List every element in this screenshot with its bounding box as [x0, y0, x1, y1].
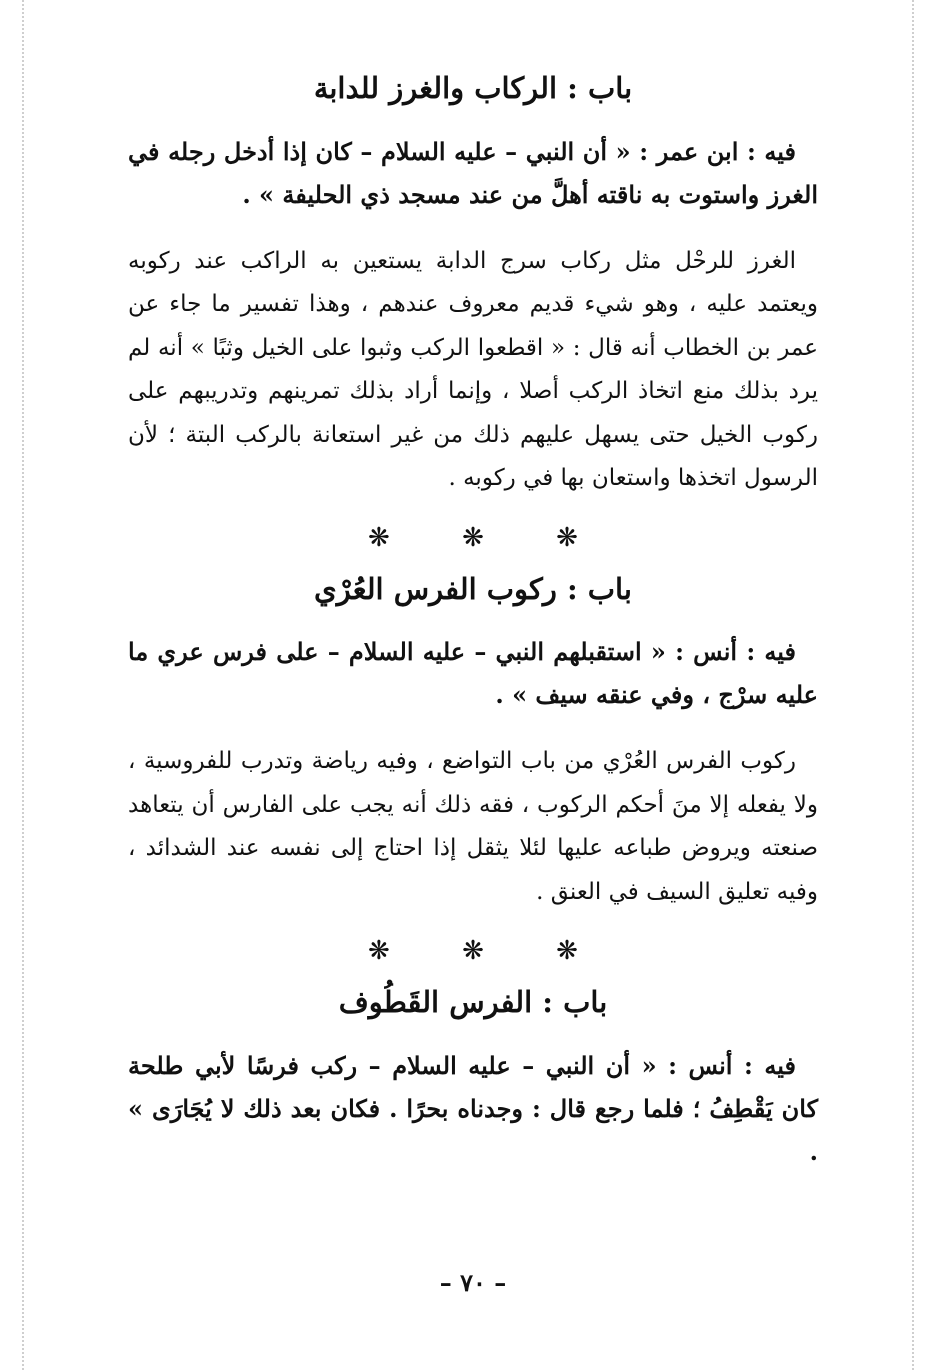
commentary-text-1: الغرز للرحْل مثل ركاب سرج الدابة يستعين به الراكب عند ركوبه ويعتمد عليه ، وهو شيء قديم معروف عندهم ، وهذا تفسير ما جاء عن عمر بن الخطاب أنه قال : « اقطعوا الركب وثبوا على الخيل وثبًا » أنه لم يرد بذلك منع اتخاذ الركب أصلا ، وإنما أراد بذلك تمرينهم وتدريبهم على ركوب الخيل حتى يسهل عليهم ذلك من غير استعانة بالركب البتة ؛ لأن الرسول اتخذها واستعان بها في ركوبه . [128, 247, 818, 492]
asterism-icon: ❋ [368, 936, 390, 967]
section-heading-1: باب : الركاب والغرز للدابة [313, 71, 633, 105]
asterism-icon: ❋ [556, 936, 578, 967]
hadith-text-3: فيه : أنس : « أن النبي – عليه السلام – ركب فرسًا لأبي طلحة كان يَقْطِفُ ؛ فلما رجع قال : وجدناه بحرًا . فكان بعد ذلك لا يُجَارَى » . [128, 1051, 818, 1167]
asterism-icon: ❋ [462, 522, 484, 553]
page-content [128, 70, 818, 1197]
section-separator-2 [128, 936, 818, 966]
right-margin-guide [912, 0, 914, 1370]
section-heading-3: باب : الفرس القَطُوف [338, 985, 608, 1020]
commentary-text-2: ركوب الفرس العُرْي من باب التواضع ، وفيه رياضة وتدرب للفروسية ، ولا يفعله إلا منَ أحكم الركوب ، فقه ذلك أنه يجب على الفارس أن يتعاهد صنعته ويروض طباعه عليها لئلا يثقل إذا احتاج إلى نفسه عند الشدائد ، وفيه تعليق السيف في العنق . [128, 748, 818, 905]
hadith-text-1: فيه : ابن عمر : « أن النبي – عليه السلام – كان إذا أدخل رجله في الغرز واستوت به ناقته أهلَّ من عند مسجد ذي الحليفة » . [128, 136, 818, 209]
asterism-icon: ❋ [556, 522, 578, 553]
section-separator-1 [128, 523, 818, 553]
asterism-icon: ❋ [462, 936, 484, 967]
left-margin-guide [22, 0, 24, 1370]
page-number: – ٧٠ – [439, 1268, 507, 1297]
asterism-icon: ❋ [368, 522, 390, 553]
hadith-text-2: فيه : أنس : « استقبلهم النبي – عليه السلام – على فرس عري ما عليه سرْج ، وفي عنقه سيف » . [128, 637, 818, 710]
section-heading-2: باب : ركوب الفرس العُرْي [314, 571, 632, 606]
